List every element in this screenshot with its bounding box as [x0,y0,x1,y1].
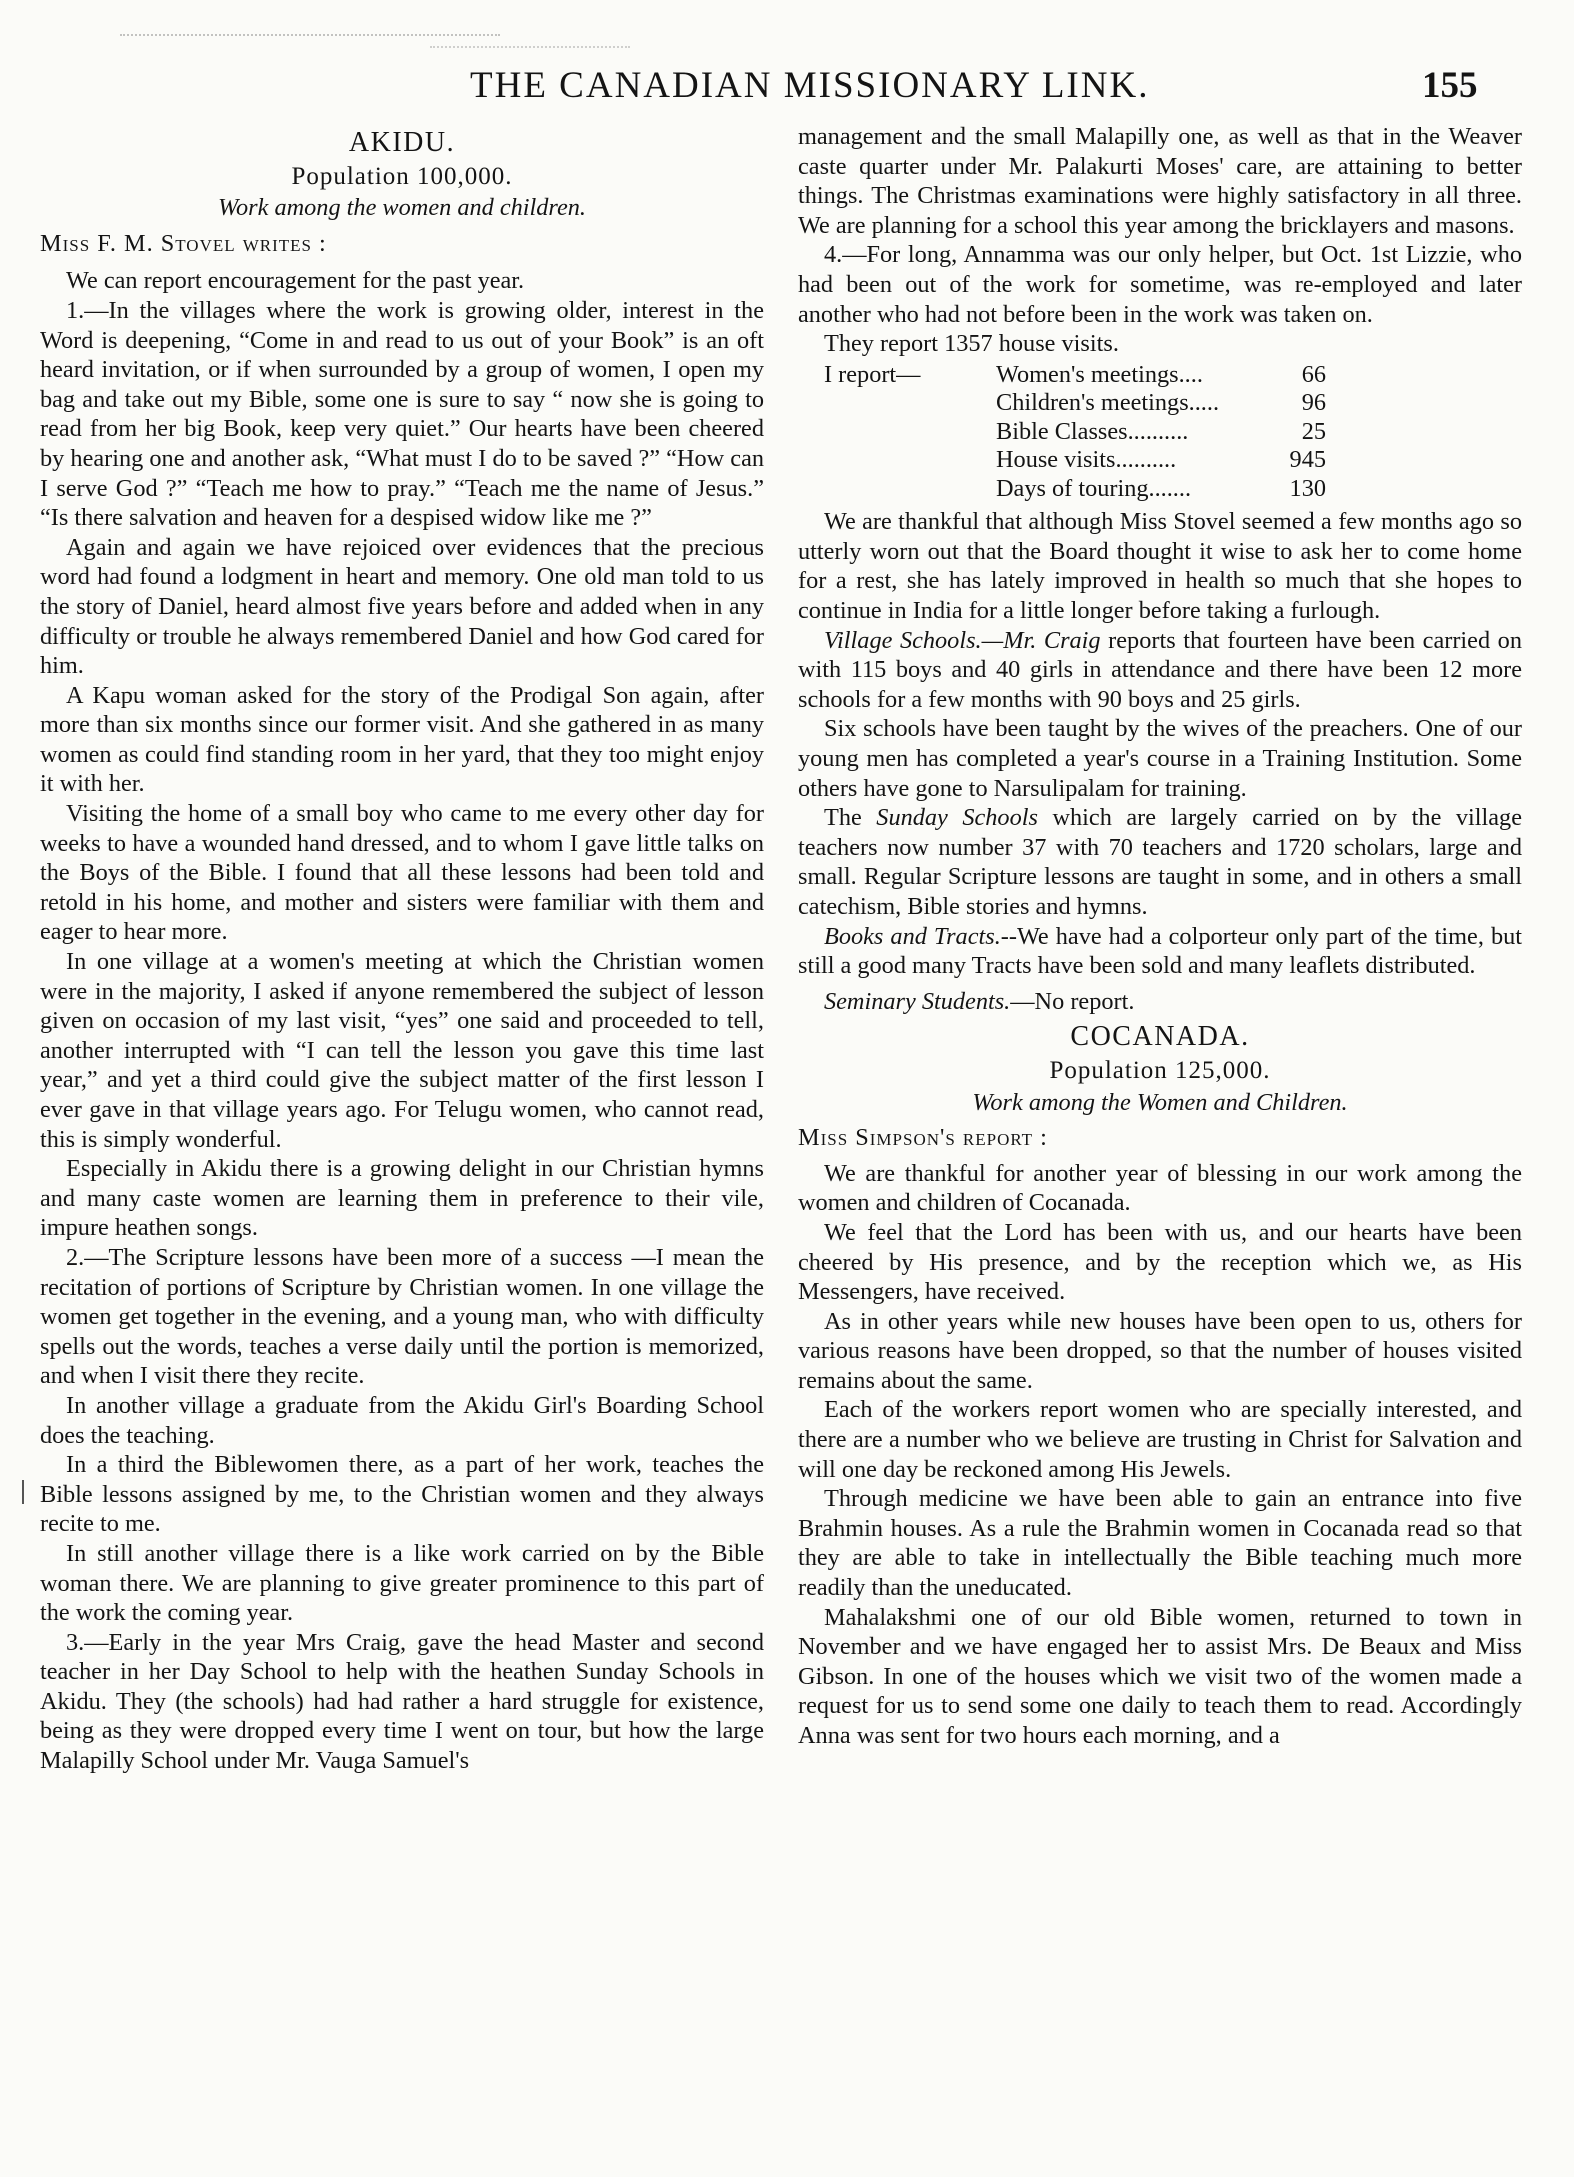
paragraph: Especially in Akidu there is a growing delight in our Christian hymns and many caste women are learning them in preference to their vile, impure heathen songs. [40,1155,764,1242]
report-item: Children's meetings..... [996,389,1220,417]
paragraph-sunday-schools [798,803,1522,921]
paragraph-village-schools [798,626,1522,715]
paragraph: Mahalakshmi one of our old Bible women, returned to town in November and we have engaged her to assist Mrs. De Beaux and Miss Gibson. In one of the houses which we visit two of the women made a request for us to send some one daily to teach them to read. Accordingly Anna was sent for two hours each morning, and a [798,1603,1522,1749]
paragraph: We can report encouragement for the past year. [66,267,525,295]
section-subheading: Work among the Women and Children. [972,1088,1348,1116]
report-value: 25 [1301,417,1326,445]
paragraph: management and the small Malapilly one, as well as that in the Weaver caste quarter under Mr. Palakurti Moses' care, are attaining to better things. The Christmas examinations were highly satisfactory in all three. We are planning for a school this year among the bricklayers and masons. [798,123,1522,239]
inline-heading: Sunday Schools [876,804,1038,832]
paragraph: We are thankful for another year of blessing in our work among the women and children of Cocanada. [798,1159,1522,1217]
paragraph: 2.—The Scripture lessons have been more of a success —I mean the recitation of portions of Scripture by Christian women. In one village the women get together in the evening, and a young man, who with difficulty spells out the words, teaches a verse daily until the portion is memorized, and when I visit there they recite. [40,1243,764,1390]
report-label: I report— [824,360,921,388]
inline-heading: Seminary Students. [824,987,1011,1015]
masthead-title: THE CANADIAN MISSIONARY LINK. [470,65,1150,106]
paragraph-text: --We have had a colporteur only part of the time, but still a good many Tracts have been sold and many leaflets distributed. [798,922,1522,980]
paragraph: A Kapu woman asked for the story of the Prodigal Son again, after more than six months since our former visit. And she gathered in as many women as could find standing room in her yard, that they too might enjoy it with her. [40,681,764,798]
page-header [0,64,1574,114]
paragraph: In still another village there is a like work carried on by the Bible woman there. We are planning to give greater prominence to this part of the work the coming year. [40,1539,764,1627]
report-item: Women's meetings.... [996,360,1203,388]
paragraph: We feel that the Lord has been with us, and our hearts have been cheered by His presence, and by the reception which we, as His Messengers, have received. [798,1218,1522,1306]
table-row [824,446,1326,475]
report-item: Bible Classes.......... [996,417,1189,445]
report-value: 945 [1289,446,1326,474]
paragraph-books [798,922,1522,981]
population-line: Population 100,000. [291,162,513,190]
print-noise [430,46,630,54]
right-column [798,122,1522,2169]
paragraph: Again and again we have rejoiced over evidences that the precious word had found a lodgment in heart and memory. One old man told to us the story of Daniel, heard almost five years before and added when in any difficulty or trouble he always remembered Daniel and how God cared for him. [40,533,764,680]
table-row [824,389,1326,418]
paragraph-text: —No report. [1010,987,1135,1015]
paragraph: Through medicine we have been able to gain an entrance into five Brahmin houses. As a rule the Brahmin women in Cocanada read so that they are able to take in intellectually the Bible teaching much more readily than the uneducated. [798,1485,1522,1602]
section-heading-cocanada: COCANADA. [1070,1021,1250,1053]
paragraph: Each of the workers report women who are specially interested, and there are a number who we believe are trusting in Christ for Salvation and will one day be reckoned among His Jewels. [798,1396,1522,1483]
report-value: 96 [1301,389,1326,417]
paragraph: 3.—Early in the year Mrs Craig, gave the head Master and second teacher in her Day School to help with the heathen Sunday Schools in Akidu. They (the schools) had had rather a hard struggle for existence, being as they were dropped every time I went on tour, but how the large Malapilly School under Mr. Vauga Samuel's [40,1628,764,1775]
paragraph-text: The [824,804,877,832]
inline-heading: Village Schools.—Mr. Craig [824,626,1101,654]
inline-heading: Books and Tracts. [824,922,1001,950]
paragraph: 1.—In the villages where the work is growing older, interest in the Word is deepening, “Come in and read to us out of your Book” is an oft heard invitation, or if when surrounded by a group of women, I open my bag and take out my Bible, some one is sure to say “ now she is going to read from her big Book, keep very quiet.” Our hearts have been cheered by hearing one and another ask, “What must I do to be saved ?” “How can I serve God ?” “Teach me how to pray.” “Teach me the name of Jesus.” “Is there salvation and heaven for a despised widow like me ?” [40,296,764,532]
paragraph-text: reports that fourteen have been carried on with 115 boys and 40 girls in attendance and there have been 12 more schools for a few months with 90 boys and 25 girls. [798,626,1522,713]
page-number: 155 [1422,65,1478,106]
paragraph: In a third the Biblewomen there, as a part of her work, teaches the Bible lessons assigned by me, to the Christian women and they always recite to me. [40,1451,764,1538]
paragraph: We are thankful that although Miss Stovel seemed a few months ago so utterly worn out that the Board thought it wise to ask her to come home for a rest, she has lately improved in health so much that she hopes to continue in India for a little longer before taking a furlough. [798,508,1522,625]
paragraph: In another village a graduate from the Akidu Girl's Boarding School does the teaching. [40,1391,764,1449]
left-column [40,122,764,2169]
byline [798,1123,1522,1153]
section-subheading: Work among the women and children. [217,194,586,222]
byline [40,229,764,259]
report-value: 66 [1301,360,1326,388]
paragraph: As in other years while new houses have been open to us, others for various reasons have been dropped, so that the number of houses visited remains about the same. [798,1307,1522,1394]
report-value: 130 [1289,474,1326,502]
report-table [824,361,1326,504]
section-heading-akidu: AKIDU. [348,127,456,158]
table-row [824,475,1326,504]
paragraph: They report 1357 house visits. [824,330,1119,358]
paragraph-text: which are largely carried on by the village teachers now number 37 with 70 teachers and 1720 scholars, large and small. Regular Scripture lessons are taught in some, and in others a small catechism, Bible stories and hymns. [798,804,1522,920]
paragraph-seminary [798,987,1522,1017]
population-line: Population 125,000. [1049,1056,1271,1084]
margin-mark [22,1480,24,1504]
table-row [824,361,1326,390]
report-item: Days of touring....... [996,474,1192,502]
paragraph: 4.—For long, Annamma was our only helper, but Oct. 1st Lizzie, who had been out of the work for sometime, was re-employed and later another who had not before been in the work was taken on. [798,241,1522,328]
paragraph: Visiting the home of a small boy who came to me every other day for weeks to have a wounded hand dressed, and to whom I gave little talks on the Boys of the Bible. I found that all these lessons had been told and retold in his home, and mother and sisters were familiar with them and eager to hear more. [40,800,764,946]
report-item: House visits.......... [996,446,1177,474]
byline-text: Miss F. M. Stovel writes : [40,229,327,257]
byline-text: Miss Simpson's report : [798,1124,1048,1152]
paragraph: In one village at a women's meeting at which the Christian women were in the majority, I asked if anyone remembered the subject of lesson given on occasion of my last visit, “yes” one said and proceeded to tell, another interrupted with “I can tell the lesson you gave this time last year,” and yet a third could give the subject matter of the first lesson I ever gave in that village years ago. For Telugu women, who cannot read, this is simply wonderful. [40,948,764,1153]
paragraph: Six schools have been taught by the wives of the preachers. One of our young men has completed a year's course in a Training Institution. Some others have gone to Narsulipalam for training. [798,715,1522,802]
table-row [824,418,1326,447]
